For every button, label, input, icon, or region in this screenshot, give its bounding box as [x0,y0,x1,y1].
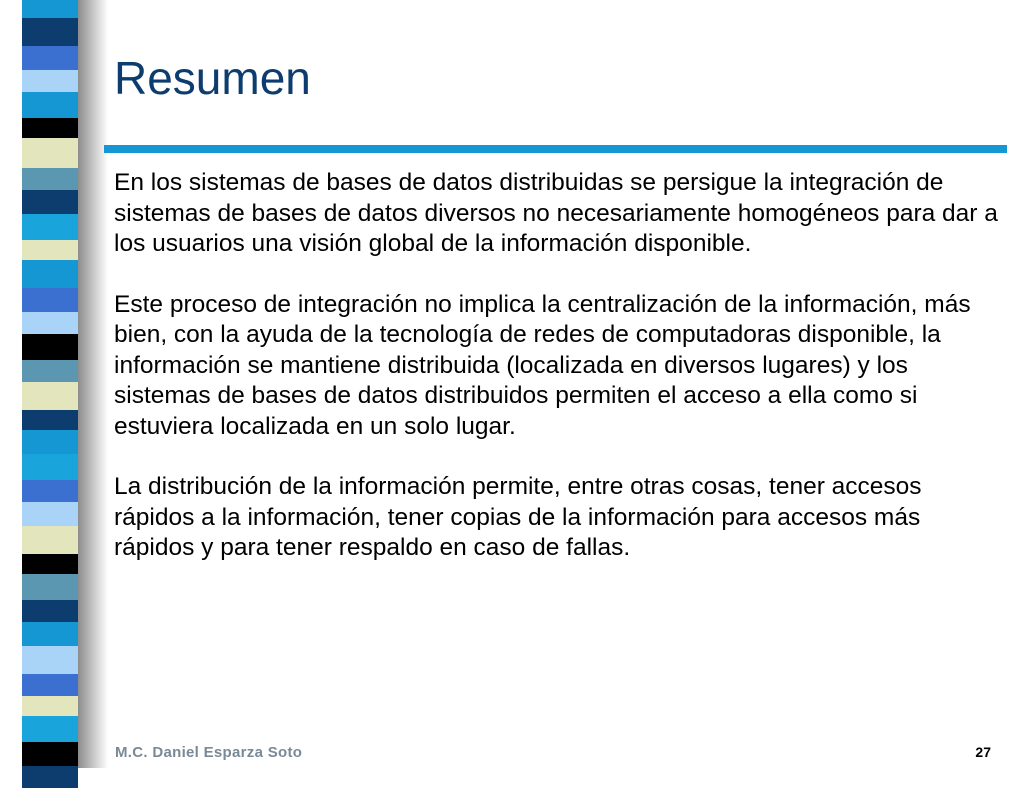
stripe-block [22,118,78,138]
slide-body [114,168,999,594]
stripe-block [22,288,78,312]
stripe-block [22,240,78,260]
stripe-block [22,526,78,554]
page-number: 27 [975,744,991,760]
stripe-block [22,574,78,600]
stripe-block [22,454,78,480]
stripe-block [22,46,78,70]
stripe-block [22,600,78,622]
stripe-block [22,766,78,788]
stripe-block [22,622,78,646]
stripe-block [22,0,78,18]
paragraph-3: La distribución de la información permite, entre otras cosas, tener accesos rápidos a la información, tener copias de la información para accesos más rápidos y para tener respaldo en caso de fallas. [114,473,922,561]
decorative-stripe [0,0,112,768]
footer-author: M.C. Daniel Esparza Soto [115,744,303,761]
stripe-block [22,168,78,190]
stripe-block [22,480,78,502]
stripe-block [22,554,78,574]
paragraph-2: Este proceso de integración no implica la centralización de la información, más bien, con la ayuda de la tecnología de redes de computadoras disponible, la información se mantiene distribuida (localizada en diversos lugares) y los sistemas de bases de datos distribuidos permiten el acceso a ella como si estuviera localizada en un solo lugar. [114,290,971,440]
title-rule [104,145,1007,153]
stripe-block [22,360,78,382]
stripe-shadow [78,0,108,768]
stripe-block [22,138,78,168]
stripe-block [22,430,78,454]
stripe-block [22,18,78,46]
stripe-block [22,70,78,92]
stripe-block [22,716,78,742]
stripe-block [22,696,78,716]
stripe-block [22,312,78,334]
paragraph-1: En los sistemas de bases de datos distribuidas se persigue la integración de sistemas de bases de datos diversos no necesariamente homogéneos para dar a los usuarios una visión global de la información disponible. [114,169,998,257]
stripe-block [22,260,78,288]
slide-title: Resumen [114,52,311,104]
stripe-block [22,646,78,674]
stripe-block [22,92,78,118]
stripe-block [22,190,78,214]
stripe-block [22,410,78,430]
stripe-column [22,0,78,768]
stripe-block [22,214,78,240]
stripe-block [22,382,78,410]
stripe-block [22,334,78,360]
stripe-block [22,742,78,766]
stripe-block [22,674,78,696]
stripe-block [22,502,78,526]
